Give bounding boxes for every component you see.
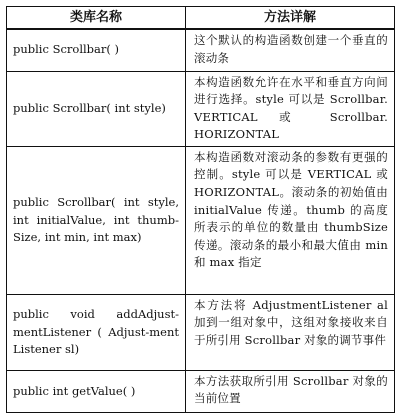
method-description: 本方法获取所引用 Scrollbar 对象的当前位置 <box>186 370 395 412</box>
method-signature: public int getValue( ) <box>7 370 186 412</box>
method-description: 本方法将 AdjustmentListener al 加到一组对象中，这组对象接收来自于所引用 Scrollbar 对象的调节事件 <box>186 294 395 370</box>
header-method-detail: 方法详解 <box>186 7 395 30</box>
method-description: 本构造函数允许在水平和垂直方向间进行选择。style 可以是 Scrollbar. VERTICAL 或 Scrollbar. HORIZONTAL <box>186 71 395 146</box>
method-table <box>6 6 395 413</box>
method-signature: public Scrollbar( ) <box>7 29 186 71</box>
header-class-name: 类库名称 <box>7 7 186 30</box>
method-signature: public Scrollbar( int style) <box>7 71 186 146</box>
table-row <box>7 146 395 294</box>
table-row <box>7 294 395 370</box>
method-description: 这个默认的构造函数创建一个垂直的滚动条 <box>186 29 395 71</box>
table-row <box>7 71 395 146</box>
table-row <box>7 29 395 71</box>
method-signature: public void addAdjust-mentListener ( Adjust-ment Listener sl) <box>7 294 186 370</box>
header-row <box>7 7 395 30</box>
table-row <box>7 370 395 412</box>
method-signature: public Scrollbar( int style, int initialValue, int thumb-Size, int min, int max) <box>7 146 186 294</box>
method-description: 本构造函数对滚动条的参数有更强的控制。style 可以是 VERTICAL 或 HORIZONTAL。滚动条的初始值由 initialValue 传递。thumb 的高度所表示的单位的数量由 thumbSize 传递。滚动条的最小和最大值由 min 和 max 指定 <box>186 146 395 294</box>
